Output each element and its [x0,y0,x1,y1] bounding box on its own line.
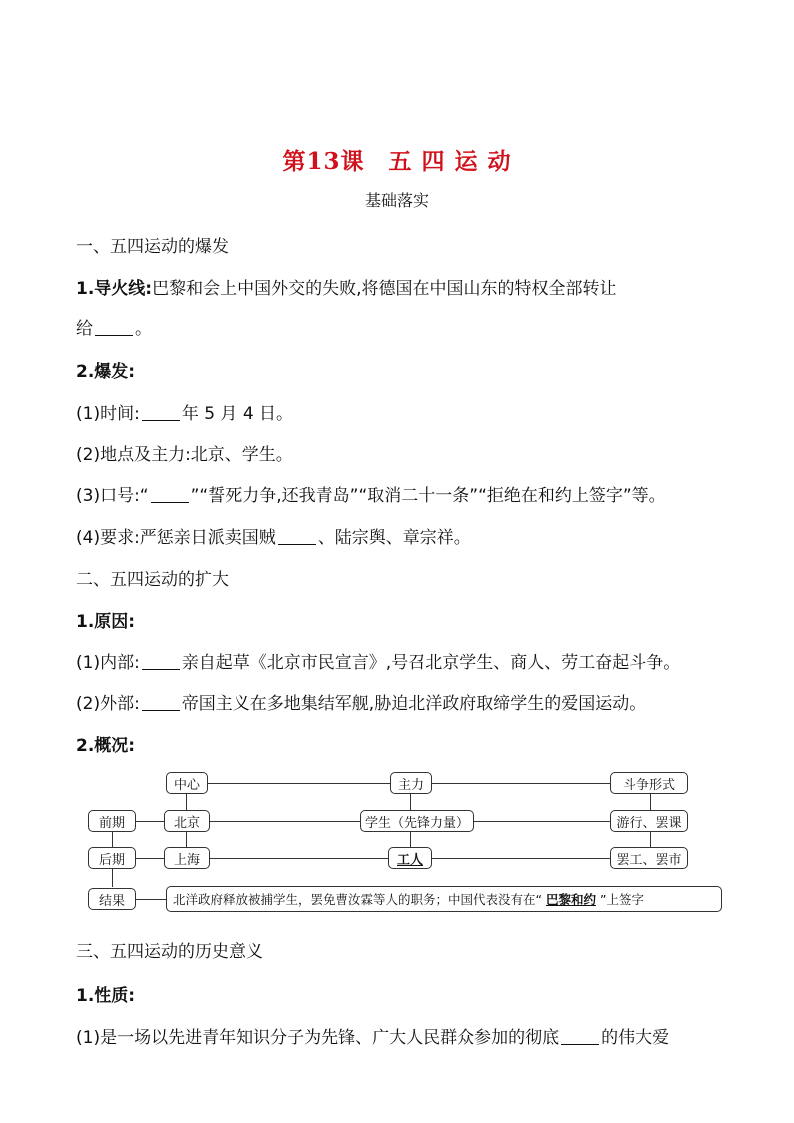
label-result: 结果 [88,888,136,910]
q4-label: 2.概况: [76,736,136,756]
answer-blank[interactable] [95,334,133,336]
q3-item-2-a: (2)外部: [76,694,140,714]
workers-text: 工人 [396,852,423,868]
section-1-heading: 一、五四运动的爆发 [76,237,229,257]
q3-item-1-b: 亲自起草《北京市民宣言》,号召北京学生、商人、劳工奋起斗争。 [181,653,681,673]
q1-label: 1.导火线: [76,279,153,299]
q2-item-1-a: (1)时间: [76,404,140,424]
label-students: 学生（先锋力量） [360,810,474,832]
q2-item-4 [76,523,471,548]
q2-item-3 [76,481,666,506]
section-subtitle: 基础落实 [364,191,429,210]
connector [200,783,390,784]
connector [136,858,164,859]
overview-diagram [88,766,722,916]
answer-blank[interactable] [142,668,180,670]
q2-item-3-b: ”“誓死力争,还我青岛”“取消二十一条”“拒绝在和约上签字”等。 [190,486,666,506]
q3-item-1-a: (1)内部: [76,653,140,673]
answer-blank[interactable] [142,419,180,421]
q5-item-1 [76,1023,669,1048]
connector [136,899,166,900]
connector [186,794,187,810]
q2-item-1-b: 年 5 月 4 日。 [181,404,294,424]
section-3-heading: 三、五四运动的历史意义 [76,942,263,962]
q1-line-2 [76,314,152,339]
q2-item-4-a: (4)要求:严惩亲日派卖国贼 [76,528,276,548]
q3-item-2 [76,689,646,714]
label-late-form: 罢工、罢市 [610,847,688,869]
answer-blank[interactable] [151,501,189,503]
connector [650,794,651,810]
section-2-heading: 二、五四运动的扩大 [76,570,229,590]
result-treaty: 巴黎和约 [545,892,596,907]
connector [410,794,411,810]
label-workers [388,847,432,869]
answer-blank[interactable] [561,1043,599,1045]
q1-text-2a: 给 [76,319,93,339]
connector [210,858,388,859]
connector [112,869,113,887]
connector [136,821,164,822]
label-form: 斗争形式 [610,772,688,794]
label-late: 后期 [88,847,136,869]
q5-item-1-b: 的伟大爱 [601,1028,670,1048]
q1-text-1: 巴黎和会上中国外交的失败,将德国在中国山东的特权全部转让 [152,279,617,299]
label-force: 主力 [390,772,432,794]
connector [210,821,360,822]
q2-item-2: (2)地点及主力:北京、学生。 [76,445,293,465]
q1-text-2b: 。 [135,319,152,339]
result-text [166,886,722,912]
connector [432,858,610,859]
q2-item-1 [76,399,293,424]
answer-blank[interactable] [142,709,180,711]
result-text-c: ”上签字 [600,892,644,907]
q2-item-4-b: 、陆宗舆、章宗祥。 [317,528,471,548]
result-text-a: 北洋政府释放被捕学生，罢免曹汝霖等人的职务；中国代表没有在“ [173,892,542,907]
connector [650,832,651,848]
connector [112,832,113,848]
q3-label: 1.原因: [76,612,136,632]
q3-item-1 [76,648,680,673]
q3-item-2-b: 帝国主义在多地集结军舰,胁迫北洋政府取缔学生的爱国运动。 [181,694,647,714]
label-beijing: 北京 [164,810,210,832]
q5-item-1-a: (1)是一场以先进青年知识分子为先锋、广大人民群众参加的彻底 [76,1028,560,1048]
label-center: 中心 [166,772,208,794]
q5-label: 1.性质: [76,986,136,1006]
label-early-form: 游行、罢课 [610,810,688,832]
label-shanghai: 上海 [164,847,210,869]
label-early: 前期 [88,810,136,832]
q2-label: 2.爆发: [76,362,136,382]
connector [410,832,411,848]
lesson-title: 第13课 五 四 运 动 [282,148,512,175]
q1-line-1 [76,274,617,299]
connector [430,783,610,784]
answer-blank[interactable] [278,543,316,545]
connector [186,832,187,848]
connector [474,821,610,822]
q2-item-3-a: (3)口号:“ [76,486,149,506]
